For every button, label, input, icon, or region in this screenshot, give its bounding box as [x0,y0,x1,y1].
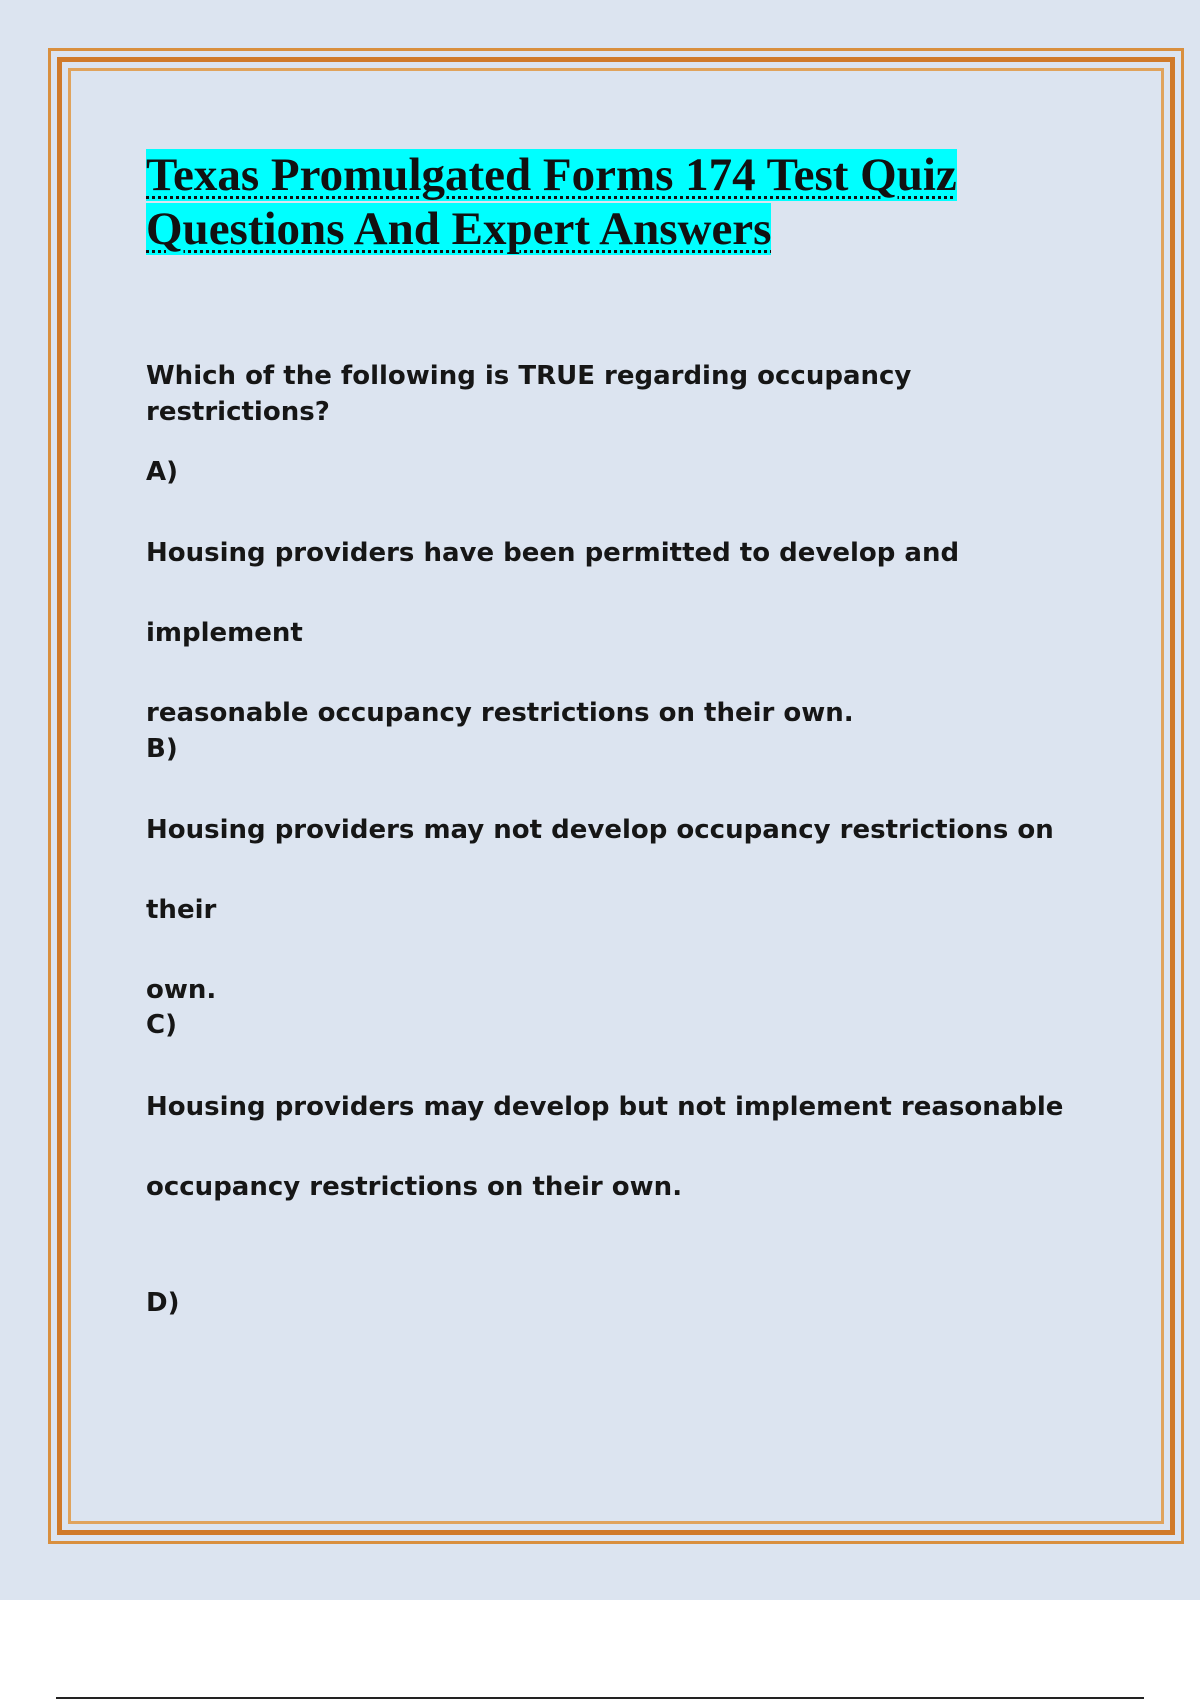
title-line-1: Texas Promulgated Forms 174 Test Quiz [146,149,957,201]
option-d-label: D) [146,1288,180,1318]
option-d [146,1285,1086,1321]
option-a-text [146,513,1086,753]
option-a [146,454,1086,490]
option-c-text [146,1067,1086,1227]
document-title [146,148,1076,256]
option-b [146,731,1086,767]
option-a-line-2: reasonable occupancy restrictions on their own. [146,698,854,728]
option-c-line-2: occupancy restrictions on their own. [146,1172,683,1202]
option-b-label: B) [146,734,178,764]
footer-rule [56,1697,1144,1699]
option-b-line-2: own. [146,975,217,1005]
option-b-text [146,790,1086,1030]
option-c-label: C) [146,1010,177,1040]
question-text: Which of the following is TRUE regarding occupancy restrictions? [146,361,912,427]
option-a-label: A) [146,457,179,487]
option-c [146,1007,1086,1043]
title-line-2: Questions And Expert Answers [146,203,772,255]
option-c-line-1: Housing providers may develop but not implement reasonable [146,1092,1064,1122]
option-a-line-1: Housing providers have been permitted to develop and implement [146,538,960,648]
document-content [146,148,1076,1318]
option-b-line-1: Housing providers may not develop occupancy restrictions on their [146,815,1054,925]
